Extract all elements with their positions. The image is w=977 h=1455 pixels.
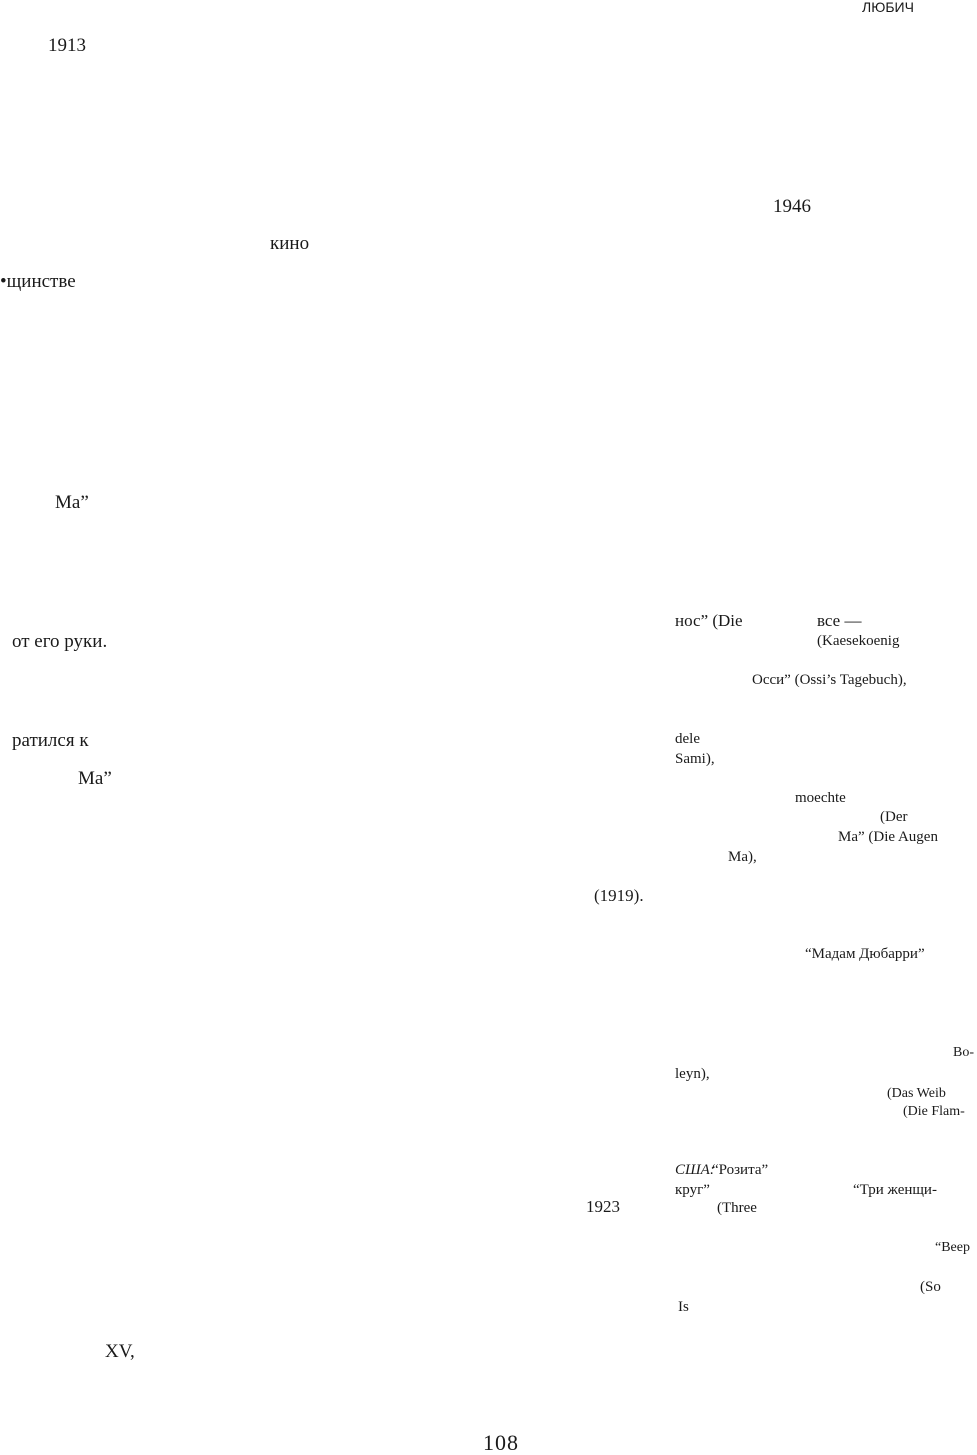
die-flam: (Die Flam- [903,1104,965,1119]
ot-ego-ruki: от его руки. [12,631,108,652]
so: (So [920,1279,941,1295]
ma-paren: Ма), [728,849,757,865]
ratilsya-k: ратился к [12,730,89,751]
dele: dele [675,731,700,747]
kaesekoenig: (Kaesekoenig [817,633,900,649]
year-1913: 1913 [48,35,86,56]
ma-die-augen: Ма” (Die Augen [838,829,938,845]
roman-xv: XV, [105,1341,135,1362]
moechte: moechte [795,790,846,806]
ma-quote-1: Ма” [55,492,89,513]
ossi-tagebuch: Осси” (Ossi’s Tagebuch), [752,672,907,688]
running-head: ЛЮБИЧ [862,0,914,15]
three: (Three [717,1200,757,1216]
word-kino: кино [270,233,310,254]
ma-quote-2: Ма” [78,768,112,789]
year-1946: 1946 [773,196,811,217]
nos-die: нос” (Die [675,611,743,630]
is: Is [678,1299,689,1315]
sami: Sami), [675,751,715,767]
das-weib: (Das Weib [887,1086,946,1101]
page-number: 108 [483,1430,519,1455]
usa-label: США: [675,1162,715,1178]
vse-dash: все — [817,611,862,630]
year-1919: (1919). [594,886,644,905]
beep: “Веер [935,1240,970,1255]
leyn: leyn), [675,1066,710,1082]
bo-hyphen: Bo- [953,1045,974,1060]
madam-dyubarri: “Мадам Дюбарри” [805,946,925,962]
tri-zhenshchi: “Три женщи- [853,1182,937,1198]
rozita: “Розита” [712,1162,769,1178]
year-1923: 1923 [586,1197,620,1216]
der: (Der [880,809,908,825]
krug: круг” [675,1182,710,1198]
word-shinstve: •щинстве [0,271,76,292]
